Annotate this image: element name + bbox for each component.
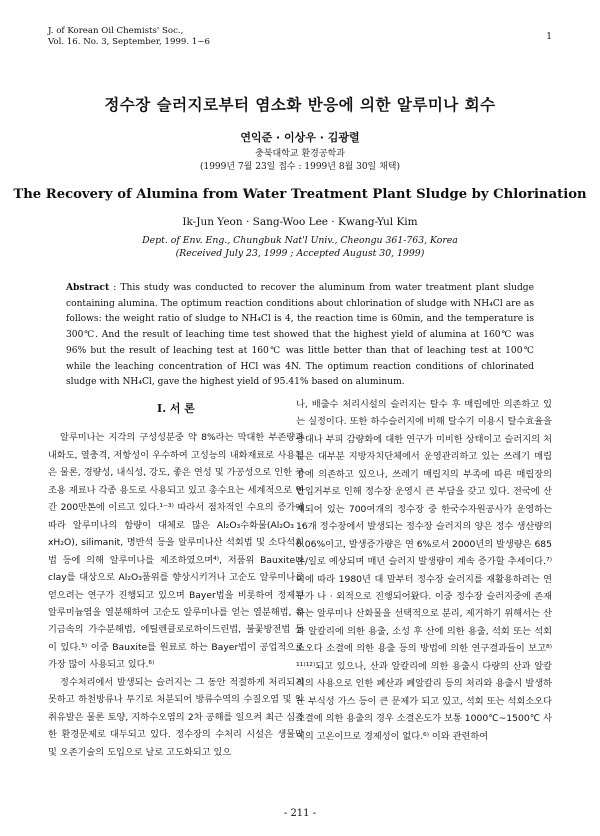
korean-affiliation-block xyxy=(0,148,600,174)
journal-volume: Vol. 16. No. 3, September, 1999. 1~6 xyxy=(48,37,210,47)
korean-authors: 연익준 · 이상우 · 김광렬 xyxy=(240,131,360,144)
page-footer: - 211 - xyxy=(283,808,317,819)
abstract xyxy=(66,280,534,391)
korean-dates: (1999년 7월 23일 접수 : 1999년 8월 30일 채택) xyxy=(199,162,401,172)
english-dates: (Received July 23, 1999 ; Accepted August 30, 1999) xyxy=(175,248,425,259)
body-paragraph: 나, 배출수 처리시설의 슬러지는 탈수 후 매립에만 의존하고 있는 실정이다. 또한 하수슬러지에 비해 탈수기 이용시 탈수효율을 증대나 부피 감량화에 대한 연구가 미비한 상태이고 슬러지의 처분은 대부분 지방자치단체에서 운영관리하고 있는 쓰레기 매립장에 의존하고 있으나, 쓰레기 매립지의 부족에 따른 매립장의 반입거부로 인해 정수장 운영시 큰 부담을 갖고 있다. 전국에 산재되어 있는 700여개의 정수장 중 한국수자원공사가 운영하는 16개 정수장에서 발생되는 정수장 슬러지의 양은 정수 생산량의 0.06%이고, 발생증가량은 연 6%로서 2000년의 발생량은 685톤/일로 예상되며 매년 슬러지 발생량이 계속 증가할 추세이다.⁷⁾ 이에 따라 1980년 대 말부터 정수장 슬러지를 재활용하려는 연구가 나 · 외적으로 진행되어왔다. 이중 정수장 슬러지중에 존재하는 알루미나 산화물을 선택적으로 분리, 제거하기 위해서는 산과 알칼리에 의한 용출, 소성 후 산에 의한 용출, 석회 또는 석회소오다 소결에 의한 용출 등의 방법에 의한 연구결과들이 보고⁸⁾¹¹⁾¹²⁾되고 있으나, 산과 알칼리에 의한 용출시 다량의 산과 알칼리의 사용으로 인한 폐산과 폐알칼리 등의 처리와 용출시 발생하는 부식성 가스 등이 큰 문제가 되고 있고, 석회 또는 석회소오다 소결에 의한 용출의 경우 소결온도가 보통 1000℃~1500℃ 사이의 고온이므로 경제성이 없다.⁶⁾ 이와 관련하여 xyxy=(296,399,552,742)
journal-header xyxy=(48,26,308,48)
section-heading: Ⅰ. 서 론 xyxy=(157,402,195,415)
english-title: The Recovery of Alumina from Water Treatment Plant Sludge by Chlorination xyxy=(13,187,587,202)
korean-title: 정수장 슬러지로부터 염소화 반응에 의한 알루미나 회수 xyxy=(104,96,496,114)
left-column xyxy=(48,400,304,761)
korean-affiliation: 충북대학교 환경공학과 xyxy=(255,149,345,159)
body-paragraph: 알루미나는 지각의 구성성분중 약 8%라는 막대한 부존량과 내화도, 열충격, 저항성이 우수하여 고성능의 내화재료로 사용됨은 물론, 경량성, 내식성, 강도, 좋은 연성 및 가공성으로 인한 구조용 재료나 각종 용도로 사용되고 있고 총수요는 세계적으로 연간 200만톤에 이르고 있다.¹⁻³⁾ 따라서 점차적인 수요의 증가에 따라 알루미나의 함량이 대체로 많은 Al₂O₃수화물(Al₂O₃ · xH₂O), silimanit, 명반석 등을 알루미나산 석회법 및 소다석회법 등에 의해 알루미나를 제조하였으며⁴⁾, 저품위 Bauxite나 clay를 대상으로 Al₂O₃품위를 향상시키거나 고순도 알루미나를 얻으려는 연구가 진행되고 있으며 Bayer법을 비롯하여 정제된 알루미늄염을 열분해하여 고순도 알루미나를 얻는 열분해법, 유기금속의 가수분해법, 에틸렌클로로하이드린법, 불꽃방전법 등이 있다.⁵⁾ 이중 Bauxite를 원료로 하는 Bayer법이 공업적으로 가장 많이 사용되고 있다.⁶⁾ xyxy=(48,432,304,671)
english-authors: Ik-Jun Yeon · Sang-Woo Lee · Kwang-Yul Kim xyxy=(182,216,418,228)
english-affiliation: Dept. of Env. Eng., Chungbuk Nat'l Univ., Cheongu 361-763, Korea xyxy=(142,235,458,246)
right-column xyxy=(296,396,552,745)
abstract-text: : This study was conducted to recover the aluminum from water treatment plant sludge containing alumina. The optimum reaction conditions about chlorination of sludge with NH₄Cl are as follows: the weight ratio of sludge to NH₄Cl is 4, the reaction time is 60min, and the temperature is 300℃. And the result of leaching time test showed that the highest yield of alumina at 160℃ was 96% but the result of leaching test at 160℃ was little better than that of leaching test at 100℃ while the leaching concentration of HCl was 4N. The optimum reaction conditions of chlorinated sludge with NH₄Cl, gave the highest yield of 95.41% based on aluminum. xyxy=(66,283,534,388)
body-paragraph: 정수처리에서 발생되는 슬러지는 그 동안 적절하게 처리되지 못하고 하천방류나 투기로 처분되어 방류수역의 수질오염 및 악취유발은 물론 토양, 지하수오염의 2차 공해를 일으켜 최근 심각한 환경문제로 대두되고 있다. 정수장의 수처리 시설은 생물막 및 오존기술의 도입으로 날로 고도화되고 있으 xyxy=(48,676,304,758)
abstract-label: Abstract xyxy=(66,282,110,293)
page-number: 1 xyxy=(546,32,552,42)
english-affiliation-block xyxy=(0,234,600,260)
journal-name: J. of Korean Oil Chemists' Soc., xyxy=(48,26,184,36)
